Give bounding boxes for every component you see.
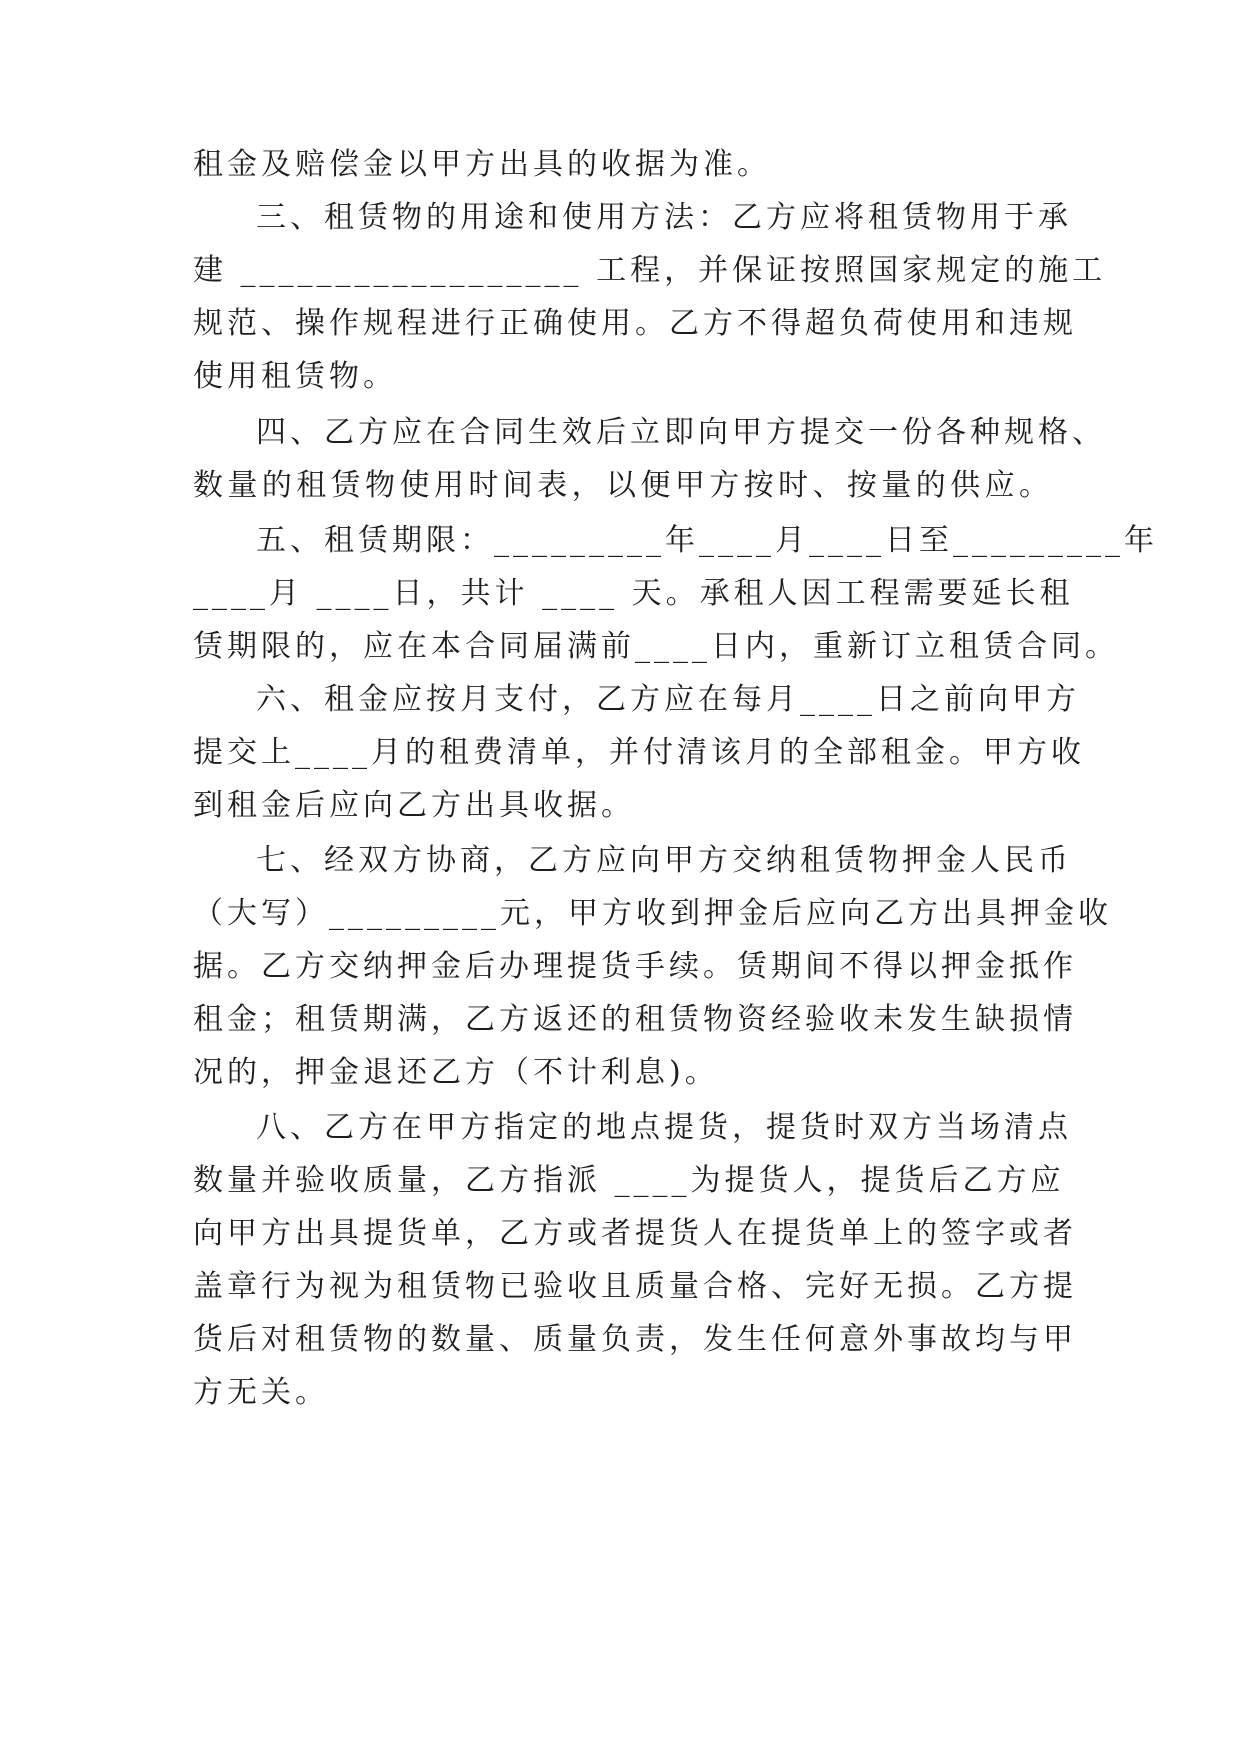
text-line: 建 __________________ 工程，并保证按照国家规定的施工 <box>193 253 1107 288</box>
text-line: 盖章行为视为租赁物已验收且质量合格、完好无损。乙方提 <box>193 1269 1077 1304</box>
text-line: 租金；租赁期满，乙方返还的租赁物资经验收未发生缺损情 <box>193 1002 1077 1037</box>
text-line: 据。乙方交纳押金后办理提货手续。赁期间不得以押金抵作 <box>193 949 1077 984</box>
text-line: 提交上____月的租费清单，并付清该月的全部租金。甲方收 <box>193 735 1085 770</box>
text-line: 租金及赔偿金以甲方出具的收据为准。 <box>193 147 771 182</box>
text-line: 赁期限的，应在本合同届满前____日内，重新订立租赁合同。 <box>193 629 1119 664</box>
text-line: 数量的租赁物使用时间表，以便甲方按时、按量的供应。 <box>193 468 1053 503</box>
clause-4-heading-line: 四、乙方应在合同生效后立即向甲方提交一份各种规格、 <box>256 415 1106 450</box>
text-line: 规范、操作规程进行正确使用。乙方不得超负荷使用和违规 <box>193 306 1077 341</box>
text-line: （大写）_________元，甲方收到押金后应向乙方出具押金收 <box>193 896 1112 931</box>
clause-3-heading-line: 三、租赁物的用途和使用方法：乙方应将租赁物用于承 <box>256 200 1072 235</box>
text-line: 向甲方出具提货单，乙方或者提货人在提货单上的签字或者 <box>193 1216 1077 1251</box>
text-line: 况的，押金退还乙方（不计利息)。 <box>193 1055 719 1090</box>
text-line: 数量并验收质量，乙方指派 ____为提货人，提货后乙方应 <box>193 1163 1065 1198</box>
clause-5-heading-line: 五、租赁期限：_________年____月____日至_________年 <box>256 523 1158 558</box>
clause-8-heading-line: 八、乙方在甲方指定的地点提货，提货时双方当场清点 <box>256 1110 1072 1145</box>
text-line: ____月 ____日，共计 ____ 天。承租人因工程需要延长租 <box>193 576 1074 611</box>
clause-7-heading-line: 七、经双方协商，乙方应向甲方交纳租赁物押金人民币 <box>256 843 1072 878</box>
clause-6-heading-line: 六、租金应按月支付，乙方应在每月____日之前向甲方 <box>256 682 1080 717</box>
text-line: 使用租赁物。 <box>193 359 397 394</box>
text-line: 到租金后应向乙方出具收据。 <box>193 788 635 823</box>
text-line: 货后对租赁物的数量、质量负责，发生任何意外事故均与甲 <box>193 1322 1077 1357</box>
text-line: 方无关。 <box>193 1375 329 1410</box>
